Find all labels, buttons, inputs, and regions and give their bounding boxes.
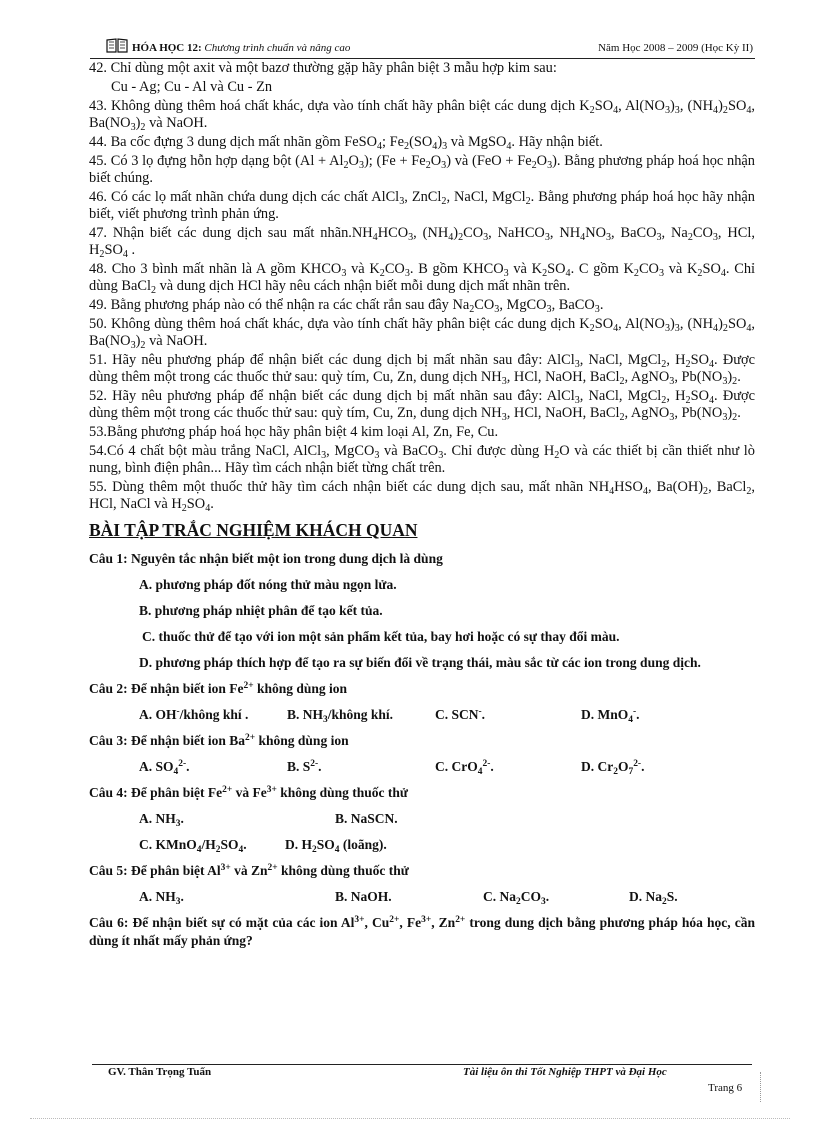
mc-question-4: Câu 4: Để phân biệt $Fe^{2+}$ và $Fe^{3+}$ không dùng thuốc thử <box>89 785 409 800</box>
page-content <box>89 60 755 958</box>
mc-4-option-a: A. $NH_3$. <box>139 811 184 829</box>
mc-5-options <box>89 888 755 906</box>
mc-question-2: Câu 2: Để nhận biết ion $Fe^{2+}$ không dùng ion <box>89 681 348 696</box>
mc-4-options-1 <box>89 810 755 828</box>
mc-question-1: Câu 1: Nguyên tắc nhận biết một ion trong dung dịch là dùng <box>89 551 443 566</box>
mc-4-option-c: C. $KMnO_4/H_2SO_4$. <box>139 837 247 855</box>
header-title <box>132 42 350 54</box>
mc-4-option-d: D. $H_2SO_4$ (loãng). <box>285 837 387 855</box>
mc-5-text: Câu 5: Để phân biệt Al <box>89 863 221 878</box>
mc-1-option-d: D. phương pháp thích hợp để tạo ra sự biến đổi về trạng thái, màu sắc từ các ion trong dung dịch. <box>139 655 701 670</box>
header-subject: HÓA HỌC 12: <box>132 42 202 54</box>
mc-2-text: Câu 2: Để nhận biết ion Fe <box>89 681 244 696</box>
mc-question-3: Câu 3: Để nhận biết ion $Ba^{2+}$ không dùng ion <box>89 733 349 748</box>
mc-4-option-b: B. NaSCN. <box>335 811 398 826</box>
mc-5-option-d: D. $Na_2S$. <box>629 889 678 907</box>
mc-3-option-d: D. $Cr_2O_7^{2-}$. <box>581 759 645 777</box>
mc-2-option-b: B. $NH_3$/không khí. <box>287 707 394 725</box>
question-44: 44. Ba cốc đựng 3 dung dịch mất nhãn gồm FeSO$_4$; $Fe_2(SO_4)_3$ và MgSO$_4$. Hãy nhận biết. <box>89 134 603 152</box>
book-icon <box>106 38 128 53</box>
mc-5-option-a: A. $NH_3$. <box>139 889 184 907</box>
mc-5-option-c: C. $Na_2CO_3$. <box>483 889 550 907</box>
page-header <box>90 38 755 59</box>
mc-question-6: Câu 6: Để nhận biết sự có mặt của các ion $Al^{3+}$, $Cu^{2+}$, $Fe^{3+}$, $Zn^{2+}$ trong dung dịch bằng phương pháp hóa học, cần dùng ít nhất mấy phản ứng? <box>89 915 755 948</box>
footer-note: Tài liệu ôn thi Tốt Nghiệp THPT và Đại Học <box>463 1066 667 1078</box>
question-51: 51. Hãy nêu phương pháp để nhận biết các dung dịch bị mất nhãn sau đây: AlCl$_3$, NaCl, MgCl$_2$, $H_2SO_4$. Được dùng thêm một trong các thuốc thử sau: quỳ tím, Cu, Zn, dung dịch $NH_3$, HCl, NaOH, BaCl$_2$, AgNO$_3$, $Pb(NO_3)_2$. <box>89 352 756 387</box>
mc-question-5: Câu 5: Để phân biệt $Al^{3+}$ và $Zn^{2+}$ không dùng thuốc thử <box>89 863 409 878</box>
mc-3-options <box>89 758 755 776</box>
question-49: 49. Bằng phương pháp nào có thể nhận ra các chất rắn sau đây $Na_2CO_3$, MgCO$_3$, BaCO$_3$. <box>89 297 604 315</box>
mc-5-option-b: B. NaOH. <box>335 889 392 904</box>
mc-1-option-c: C. thuốc thử để tạo với ion một sản phẩm kết tủa, bay hơi hoặc có sự thay đổi màu. <box>142 629 620 644</box>
mc-1-option-a: A. phương pháp đốt nóng thử màu ngọn lửa. <box>139 577 397 592</box>
mc-2-option-a: A. OH-/không khí . <box>139 707 249 722</box>
header-year: Năm Học 2008 – 2009 (Học Kỳ II) <box>598 42 753 54</box>
footer-author: GV. Thân Trọng Tuấn <box>108 1066 212 1078</box>
mc-2-option-d: D. MnO$_4$-. <box>581 707 640 725</box>
page-number: Trang 6 <box>708 1082 743 1094</box>
question-55: 55. Dùng thêm một thuốc thử hãy tìm cách nhận biết các dung dịch sau, mất nhãn $NH_4HSO_4$, $Ba(OH)_2$, BaCl$_2$, HCl, NaCl và $H_2SO_4$. <box>89 479 755 514</box>
question-48: 48. Cho 3 bình mất nhãn là A gồm $KHCO_3$ và $K_2CO_3$. B gồm $KHCO_3$ và $K_2SO_4$. C gồm $K_2CO_3$ và $K_2SO_4$. Chỉ dùng BaCl$_2$ và dung dịch HCl hãy nêu cách nhận biết mỗi dung dịch mất nhãn trên. <box>89 261 756 296</box>
question-42: 42. Chỉ dùng một axit và một bazơ thường gặp hãy phân biệt 3 mẫu hợp kim sau: <box>89 60 557 76</box>
question-54: 54.Có 4 chất bột màu trắng NaCl, AlCl$_3$, MgCO$_3$ và BaCO$_3$. Chỉ được dùng $H_2O$ và các thiết bị cần thiết như lò nung, bình điện phân... Hãy tìm cách nhận biết từng chất trên. <box>89 443 755 476</box>
mc-3-text: Câu 3: Để nhận biết ion Ba <box>89 733 246 748</box>
question-42-alloys: Cu - Ag; Cu - Al và Cu - Zn <box>111 79 273 95</box>
mc-1-option-b: B. phương pháp nhiệt phân để tạo kết tủa. <box>139 603 383 618</box>
header-program: Chương trình chuẩn và nâng cao <box>204 42 351 54</box>
question-50: 50. Không dùng thêm hoá chất khác, dựa vào tính chất hãy phân biệt các dung dịch $K_2SO_4$, $Al(NO_3)_3$, $(NH_4)_2SO_4$, $Ba(NO_3)_2$ và NaOH. <box>89 316 755 351</box>
question-47: 47. Nhận biết các dung dịch sau mất $nhãn.NH_4HCO_3$, $(NH_4)_2CO_3$, NaHCO$_3$, $NH_4NO_3$, BaCO$_3$, $Na_2CO_3$, HCl, $H_2SO_4$ . <box>89 225 755 260</box>
page-frame-bottom <box>30 1118 790 1119</box>
mc-3-option-b: B. $S^{2-}$. <box>287 759 322 774</box>
question-43: 43. Không dùng thêm hoá chất khác, dựa vào tính chất hãy phân biệt các dung dịch $K_2SO_4$, $Al(NO_3)_3$, $(NH_4)_2SO_4$, $Ba(NO_3)_2$ và NaOH. <box>89 98 755 133</box>
section-title: BÀI TẬP TRẮC NGHIỆM KHÁCH QUAN <box>89 520 418 540</box>
question-46: 46. Có các lọ mất nhãn chứa dung dịch các chất AlCl$_3$, ZnCl$_2$, NaCl, MgCl$_2$. Bằng phương pháp hoá học hãy nhận biết, viết phương trình phản ứng. <box>89 189 755 222</box>
question-53: 53.Bằng phương pháp hoá học hãy phân biệt 4 kim loại Al, Zn, Fe, Cu. <box>89 424 499 440</box>
question-45: 45. Có 3 lọ đựng hỗn hợp dạng bột $(Al + Al_2O_3)$; $(Fe + Fe_2O_3)$ và $(FeO + Fe_2O_3)$. Bằng phương pháp hoá học nhận biết chúng. <box>89 153 755 186</box>
mc-2-option-c: C. SCN-. <box>435 707 486 722</box>
mc-6-text: Câu 6: Để nhận biết sự có mặt của các ion Al <box>89 915 355 930</box>
mc-3-option-a: A. $SO_4^{2-}$. <box>139 759 190 777</box>
question-44-text: 44. Ba cốc đựng 3 dung dịch mất nhãn gồm FeSO <box>89 134 377 150</box>
footer-divider <box>92 1064 752 1065</box>
mc-3-option-c: C. CrO$_4^{2-}$. <box>435 759 494 777</box>
mc-2-options <box>89 706 755 724</box>
page-frame-right <box>760 1072 761 1102</box>
question-52: 52. Hãy nêu phương pháp để nhận biết các dung dịch bị mất nhãn sau đây: AlCl$_3$, NaCl, MgCl$_2$, $H_2SO_4$. Được dùng thêm một trong các thuốc thử sau: quỳ tím, Cu, Zn, dung dịch $NH_3$, HCl, NaOH, BaCl$_2$, AgNO$_3$, $Pb(NO_3)_2$. <box>89 388 756 423</box>
multiple-choice <box>89 550 755 950</box>
mc-4-text: Câu 4: Để phân biệt Fe <box>89 785 223 800</box>
mc-4-options-2 <box>89 836 755 854</box>
